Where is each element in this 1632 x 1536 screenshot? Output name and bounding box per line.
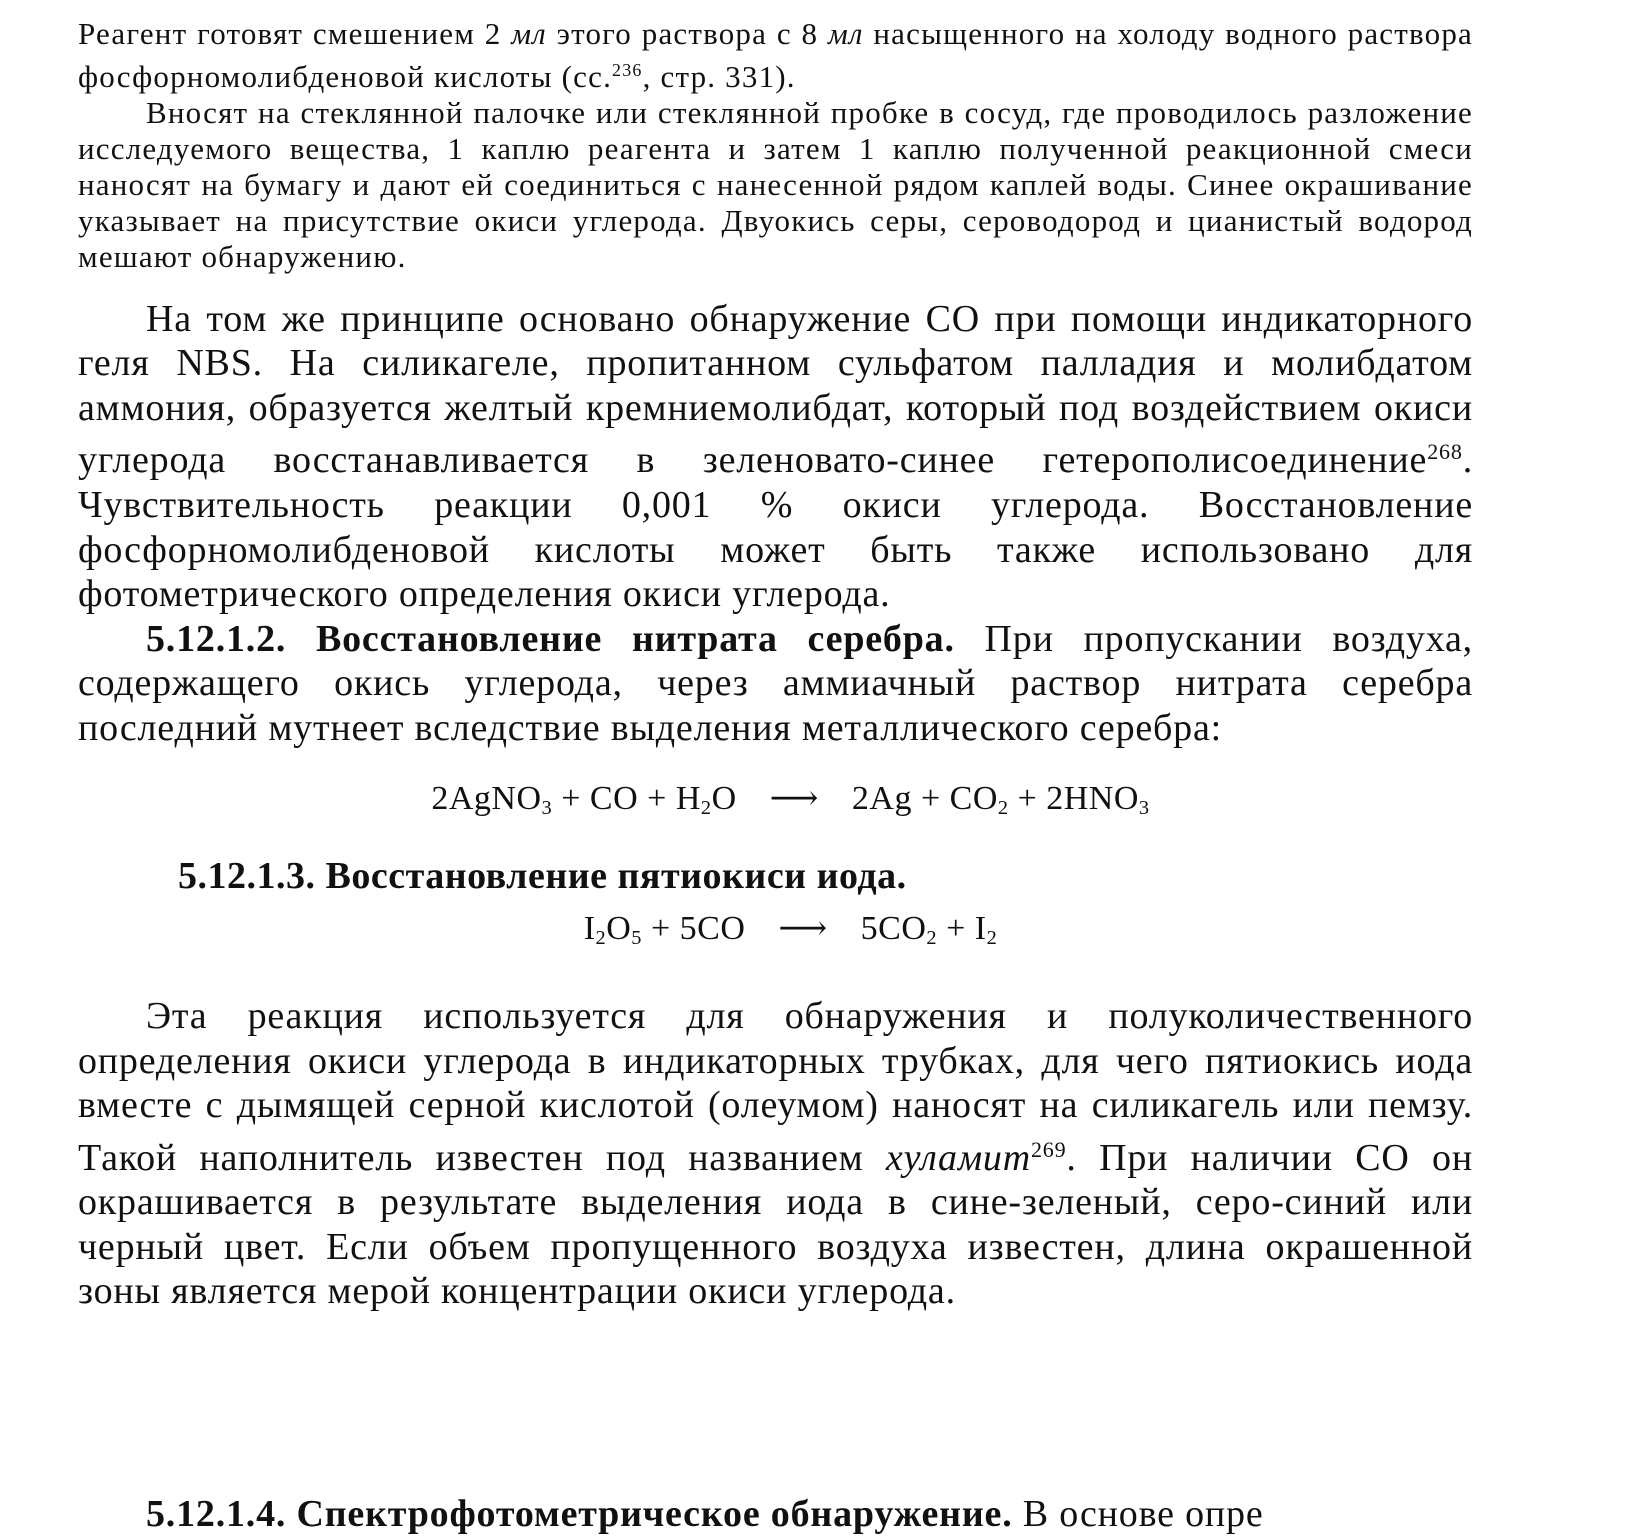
eq-subscript: 3 bbox=[1138, 797, 1150, 820]
eq-term: O bbox=[711, 780, 737, 817]
footnote-ref: 236 bbox=[612, 60, 643, 80]
equation-iodine-pentoxide bbox=[78, 908, 1473, 950]
section-5-12-1-2 bbox=[78, 617, 1473, 751]
eq-subscript: 2 bbox=[700, 797, 712, 820]
unit-ml: мл bbox=[511, 16, 547, 51]
eq-subscript: 2 bbox=[997, 797, 1009, 820]
procedure-text: Вносят на стеклянной палочке или стеклянной пробке в сосуд, где проводилось разложение исследуемого вещества, 1 каплю реагента и затем 1 каплю полученной реакционной смеси наносят на бумагу и дают ей соединиться с нанесенной рядом каплей воды. Синее окрашивание указывает на присутствие окиси углерода. Двуокись серы, сероводород и цианистый водород мешают обнаружению. bbox=[78, 94, 1473, 274]
text-run: Реагент готовят смешением 2 bbox=[78, 16, 512, 51]
eq-term: I bbox=[583, 910, 596, 948]
section-5-12-1-3-heading: 5.12.1.3. Восстановление пятиокиси иода. bbox=[178, 855, 907, 898]
equation-silver-nitrate bbox=[78, 778, 1473, 820]
eq-term: O bbox=[606, 910, 632, 948]
text-run: насыщенного на холоду водного раствора фосфорномолибденовой кислоты (сс. bbox=[78, 16, 1473, 94]
text-run: этого раствора с 8 bbox=[546, 16, 828, 51]
unit-ml: мл bbox=[827, 16, 864, 51]
eq-term: 2Ag + CO bbox=[851, 780, 998, 817]
footnote-ref: 269 bbox=[1030, 1136, 1067, 1162]
text-run: , стр. 331). bbox=[642, 58, 796, 94]
eq-term: + I bbox=[937, 910, 987, 948]
eq-term: + 2HNO bbox=[1008, 780, 1139, 817]
document-page bbox=[78, 16, 1473, 1314]
text-run: . Чувствительность реакции 0,001 % окиси углерода. Восстановление фосфорномолибденовой кислоты может быть также использовано для фотометрического определения окиси углерода. bbox=[78, 439, 1473, 615]
footnote-ref: 268 bbox=[1427, 439, 1463, 465]
section-5-12-1-4-cutoff bbox=[78, 1492, 1473, 1536]
reaction-arrow-icon: ⟶ bbox=[769, 780, 819, 817]
eq-term: + CO + H bbox=[552, 780, 701, 817]
term-hulamit: хуламит bbox=[885, 1136, 1031, 1179]
section-heading: 5.12.1.4. Спектрофотометрическое обнаружение. bbox=[146, 1493, 1013, 1535]
eq-term: + 5CO bbox=[642, 910, 746, 948]
eq-subscript: 2 bbox=[926, 927, 938, 950]
section-text: В основе опре bbox=[1012, 1493, 1264, 1535]
text-run: . При наличии СО он окрашивается в результате выделения иода в сине-зеленый, серо-синий или черный цвет. Если объем пропущенного воздуха известен, длина окрашенной зоны является мерой концентрации окиси углерода. bbox=[78, 1136, 1473, 1313]
eq-subscript: 3 bbox=[541, 797, 553, 820]
text-run: На том же принципе основано обнаружение СО при помощи индикаторного геля NBS. На силикагеле, пропитанном сульфатом палладия и молибдатом аммония, образуется желтый кремниемолибдат, который под воздействием окиси углерода восстанавливается в зеленовато-синее гетерополисоединение bbox=[78, 297, 1473, 482]
section-heading: 5.12.1.2. Восстановление нитрата серебра. bbox=[146, 617, 955, 660]
eq-subscript: 5 bbox=[631, 927, 642, 950]
eq-subscript: 2 bbox=[595, 927, 607, 950]
eq-subscript: 2 bbox=[986, 927, 998, 950]
reagent-preparation-paragraph bbox=[78, 16, 1473, 275]
nbs-paragraph bbox=[78, 297, 1473, 617]
eq-term: 5CO bbox=[860, 910, 927, 948]
iodine-paragraph bbox=[78, 994, 1473, 1314]
text-run: Эта реакция используется для обнаружения и полуколичественного определения окиси углерода в индикаторных трубках, для чего пятиокись иода вместе с дымящей серной кислотой (олеумом) наносят на силикагель или пемзу. Такой наполнитель известен под названием bbox=[78, 995, 1473, 1179]
eq-term: 2AgNO bbox=[431, 780, 542, 817]
reagent-text bbox=[78, 16, 1473, 95]
section-text: При пропускании воздуха, содержащего окись углерода, через аммиачный раствор нитрата серебра последний мутнеет вследствие выделения металлического серебра: bbox=[78, 617, 1473, 749]
reaction-arrow-icon: ⟶ bbox=[778, 910, 828, 948]
